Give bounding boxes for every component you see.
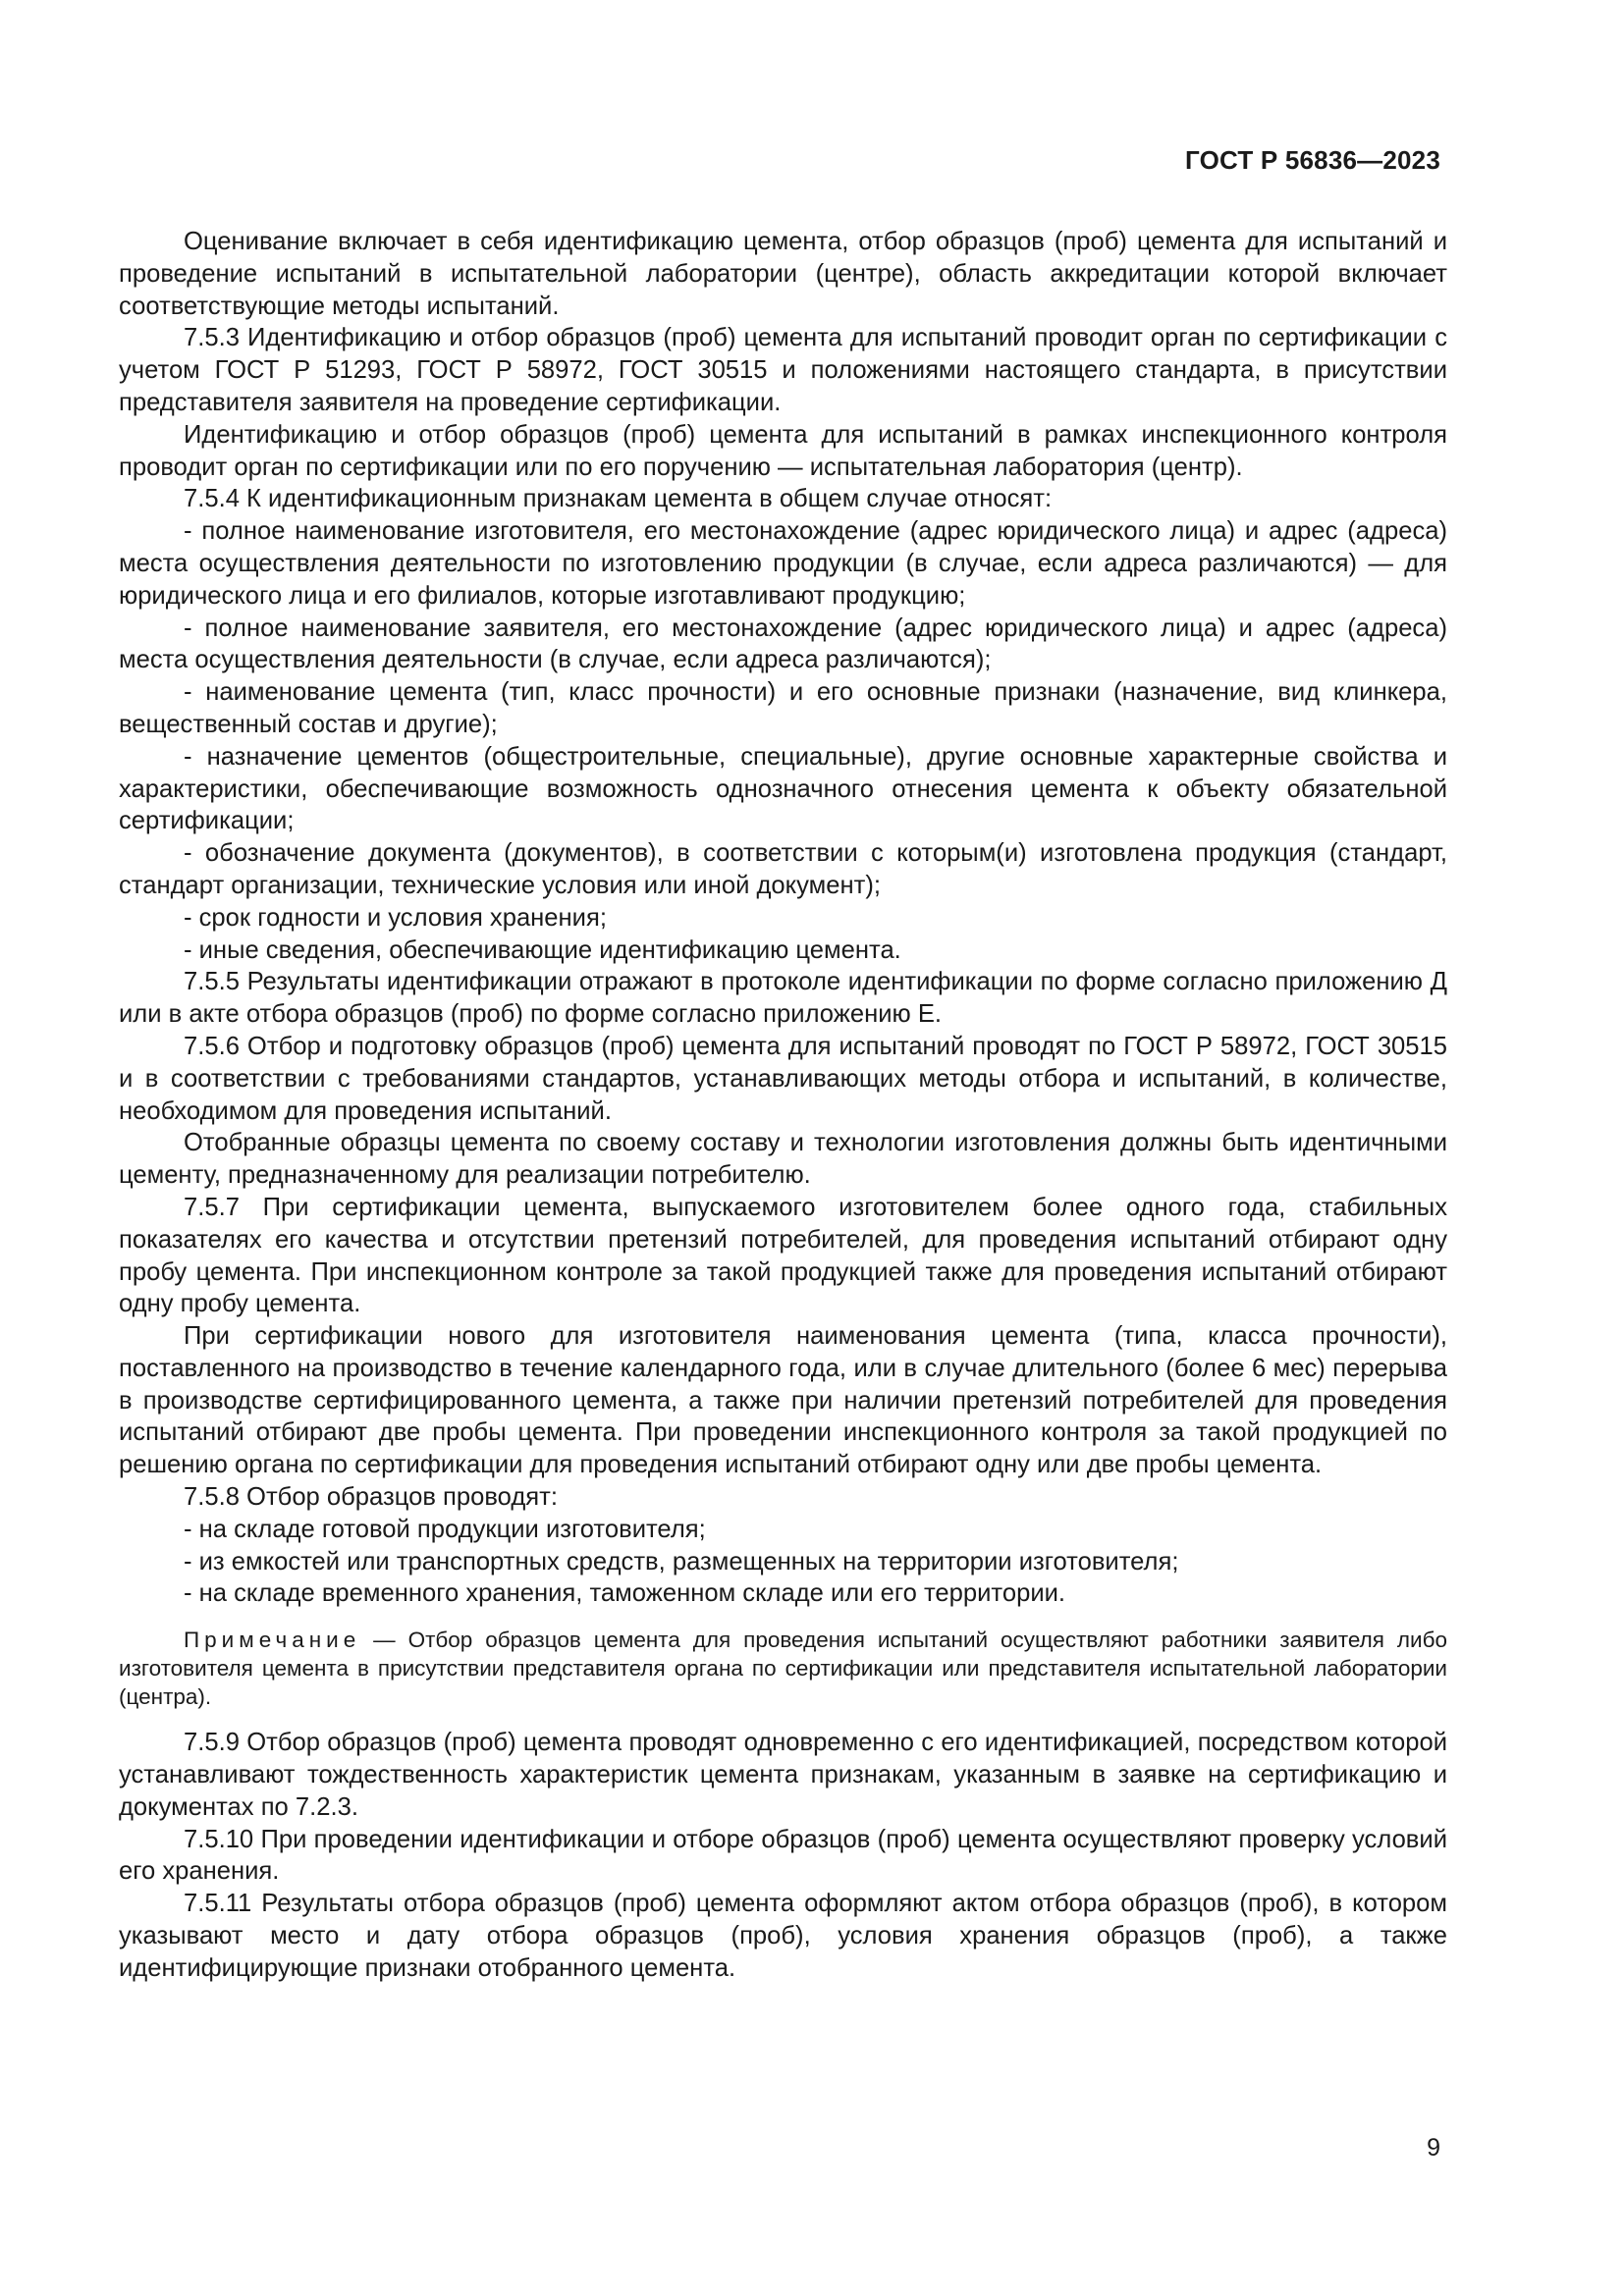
list-item: - назначение цементов (общестроительные, специальные), другие основные характерные свойства и характеристики, обеспечивающие возможность однозначного отнесения цемента к объекту обязательной сертификации; bbox=[119, 742, 1447, 835]
paragraph: При сертификации нового для изготовителя наименования цемента (типа, класса прочности), поставленного на производство в течение календарного года, или в случае длительного (более 6 мес) перерыва в производстве сертифицированного цемента, а также при наличии претензий потребителей для проведения испытаний отбирают две пробы цемента. При проведении инспекционного контроля за такой продукцией по решению органа по сертификации для проведения испытаний отбирают одну или две пробы цемента. bbox=[119, 1322, 1447, 1479]
paragraph: 7.5.10 При проведении идентификации и отборе образцов (проб) цемента осуществляют проверку условий его хранения. bbox=[119, 1825, 1447, 1886]
note-label: Примечание bbox=[184, 1628, 361, 1653]
list-item: - на складе готовой продукции изготовителя; bbox=[184, 1515, 706, 1543]
paragraph: 7.5.9 Отбор образцов (проб) цемента проводят одновременно с его идентификацией, посредством которой устанавливают тождественность характеристик цемента признакам, указанным в заявке на сертификацию и документах по 7.2.3. bbox=[119, 1729, 1447, 1821]
paragraph: Оценивание включает в себя идентификацию цемента, отбор образцов (проб) цемента для испытаний и проведение испытаний в испытательной лаборатории (центре), область аккредитации которой включает соответствующие методы испытаний. bbox=[119, 228, 1447, 320]
list-item: - иные сведения, обеспечивающие идентификацию цемента. bbox=[184, 935, 901, 964]
paragraph: 7.5.3 Идентификацию и отбор образцов (проб) цемента для испытаний проводит орган по сертификации с учетом ГОСТ Р 51293, ГОСТ Р 58972, ГОСТ 30515 и положениями настоящего стандарта, в присутствии представителя заявителя на проведение сертификации. bbox=[119, 324, 1447, 416]
document-header: ГОСТ Р 56836—2023 bbox=[1185, 145, 1440, 175]
note-text: — Отбор образцов цемента для проведения испытаний осуществляют работники заявителя либо изготовителя цемента в присутствии представителя органа по сертификации или представителя испытательной лаборатории (центра). bbox=[119, 1628, 1447, 1710]
list-item: - срок годности и условия хранения; bbox=[184, 903, 607, 932]
paragraph: Идентификацию и отбор образцов (проб) цемента для испытаний в рамках инспекционного контроля проводит орган по сертификации или по его поручению — испытательная лаборатория (центр). bbox=[119, 420, 1447, 481]
paragraph: 7.5.8 Отбор образцов проводят: bbox=[184, 1483, 558, 1512]
list-item: - обозначение документа (документов), в соответствии с которым(и) изготовлена продукция (стандарт, стандарт организации, технические условия или иной документ); bbox=[119, 839, 1447, 899]
list-item: - наименование цемента (тип, класс прочности) и его основные признаки (назначение, вид клинкера, вещественный состав и другие); bbox=[119, 678, 1447, 738]
list-item: - из емкостей или транспортных средств, размещенных на территории изготовителя; bbox=[184, 1547, 1179, 1575]
list-item: - на складе временного хранения, таможенном складе или его территории. bbox=[184, 1579, 1066, 1608]
list-item: - полное наименование изготовителя, его местонахождение (адрес юридического лица) и адрес (адреса) места осуществления деятельности по изготовлению продукции (в случае, если адреса различаются) — для юридического лица и его филиалов, которые изготавливают продукцию; bbox=[119, 517, 1447, 610]
paragraph: 7.5.6 Отбор и подготовку образцов (проб) цемента для испытаний проводят по ГОСТ Р 58972, ГОСТ 30515 и в соответствии с требованиями стандартов, устанавливающих методы отбора и испытаний, в количестве, необходимом для проведения испытаний. bbox=[119, 1032, 1447, 1125]
paragraph: Отобранные образцы цемента по своему составу и технологии изготовления должны быть идентичными цементу, предназначенному для реализации потребителю. bbox=[119, 1129, 1447, 1190]
page-number: 9 bbox=[1427, 2134, 1440, 2162]
paragraph: 7.5.4 К идентификационным признакам цемента в общем случае относят: bbox=[184, 485, 1053, 513]
paragraph: 7.5.11 Результаты отбора образцов (проб) цемента оформляют актом отбора образцов (проб), в котором указывают место и дату отбора образцов (проб), условия хранения образцов (проб), а также идентифицирующие признаки отобранного цемента. bbox=[119, 1890, 1447, 1982]
document-body bbox=[119, 226, 1447, 1985]
note bbox=[119, 1626, 1447, 1711]
paragraph: 7.5.7 При сертификации цемента, выпускаемого изготовителем более одного года, стабильных показателях его качества и отсутствии претензий потребителей, для проведения испытаний отбирают одну пробу цемента. При инспекционном контроле за такой продукцией также для проведения испытаний отбирают одну пробу цемента. bbox=[119, 1193, 1447, 1318]
list-item: - полное наименование заявителя, его местонахождение (адрес юридического лица) и адрес (адреса) места осуществления деятельности (в случае, если адреса различаются); bbox=[119, 614, 1447, 674]
paragraph: 7.5.5 Результаты идентификации отражают в протоколе идентификации по форме согласно приложению Д или в акте отбора образцов (проб) по форме согласно приложению Е. bbox=[119, 968, 1447, 1029]
